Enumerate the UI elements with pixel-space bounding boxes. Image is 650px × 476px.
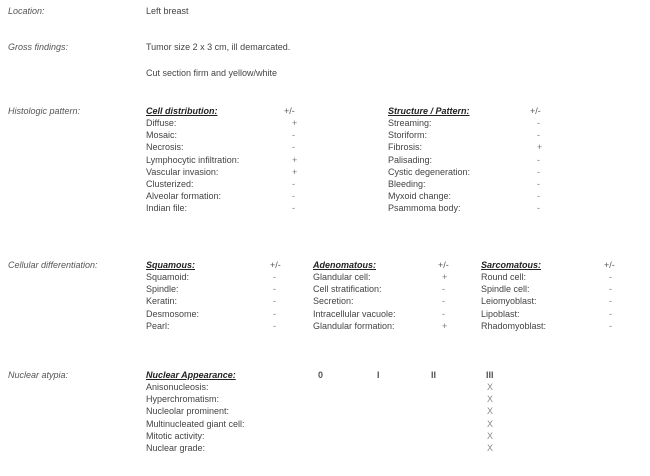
adenomatous-item-name: Intracellular vacuole: <box>313 308 396 319</box>
adenomatous-header: Adenomatous: <box>313 260 376 270</box>
nuclear-appearance-item-name: Hyperchromatism: <box>146 394 220 405</box>
sarcomatous-item-mark: - <box>609 272 612 282</box>
nuclear-appearance-item-mark: X <box>487 430 494 441</box>
structure-pattern-item-name: Myxoid change: <box>388 191 452 202</box>
nuclear-appearance-item-mark: X <box>487 394 494 405</box>
gross-findings-label: Gross findings: <box>8 42 69 52</box>
squamous-item-name: Squamoid: <box>146 272 190 282</box>
adenomatous-item-name: Secretion: <box>313 296 354 307</box>
nuclear-appearance-header: Nuclear Appearance: <box>146 370 236 380</box>
nuclear-appearance-item-name: Nuclear grade: <box>146 443 206 453</box>
squamous-item-mark: - <box>273 320 276 331</box>
adenomatous-item-mark: - <box>442 296 445 307</box>
structure-pattern-item-mark: - <box>537 179 540 189</box>
nuclear-appearance-item-name: Anisonucleosis: <box>146 382 209 392</box>
cell-distribution-item-name: Diffuse: <box>146 118 177 128</box>
sarcomatous-item-mark: - <box>609 308 612 319</box>
cell-distribution-item-mark: + <box>292 118 298 128</box>
squamous-item-mark: - <box>273 284 276 295</box>
sarcomatous-item-name: Lipoblast: <box>481 308 520 319</box>
cell-distribution-item-mark: - <box>292 130 295 141</box>
sarcomatous-pm-header: +/- <box>604 260 615 270</box>
sarcomatous-item-mark: - <box>609 320 612 331</box>
structure-pattern-item-name: Palisading: <box>388 154 433 165</box>
sarcomatous-header: Sarcomatous: <box>481 260 542 270</box>
squamous-item-mark: - <box>273 272 276 282</box>
adenomatous-item-name: Cell stratification: <box>313 284 382 295</box>
adenomatous-item-mark: + <box>442 272 448 282</box>
squamous-item-name: Pearl: <box>146 320 170 331</box>
structure-pattern-item-name: Fibrosis: <box>388 142 423 153</box>
cell-distribution-item-name: Vascular invasion: <box>146 166 219 177</box>
cell-distribution-item-mark: - <box>292 142 295 153</box>
cell-distribution-item-name: Indian file: <box>146 203 188 214</box>
structure-pattern-item-mark: - <box>537 118 540 128</box>
squamous-pm-header: +/- <box>270 260 281 270</box>
adenomatous-item-mark: + <box>442 320 448 331</box>
squamous-item-name: Desmosome: <box>146 308 200 319</box>
gross-findings-line-1: Tumor size 2 x 3 cm, ill demarcated. <box>146 42 291 52</box>
cell-distribution-item-name: Lymphocytic infiltration: <box>146 154 240 165</box>
nuclear-appearance-item-name: Multinucleated giant cell: <box>146 418 245 429</box>
structure-pattern-item-mark: - <box>537 166 540 177</box>
nuclear-appearance-item-name: Mitotic activity: <box>146 430 205 441</box>
cellular-differentiation-label: Cellular differentiation: <box>8 260 98 270</box>
adenomatous-pm-header: +/- <box>438 260 449 270</box>
sarcomatous-item-name: Spindle cell: <box>481 284 530 295</box>
sarcomatous-item-mark: - <box>609 296 612 307</box>
cell-distribution-item-mark: - <box>292 179 295 189</box>
adenomatous-item-name: Glandular cell: <box>313 272 371 282</box>
nuclear-appearance-item-mark: X <box>487 443 494 453</box>
sarcomatous-item-name: Round cell: <box>481 272 527 282</box>
structure-pattern-item-name: Bleeding: <box>388 179 426 189</box>
squamous-item-name: Spindle: <box>146 284 179 295</box>
grade-0-header: 0 <box>318 370 324 380</box>
structure-pattern-item-mark: - <box>537 130 540 141</box>
sarcomatous-item-name: Rhadomyoblast: <box>481 320 547 331</box>
sarcomatous-item-mark: - <box>609 284 612 295</box>
grade-ii-header: II <box>431 370 437 380</box>
cell-distribution-item-name: Necrosis: <box>146 142 184 153</box>
cell-distribution-item-mark: - <box>292 191 295 202</box>
adenomatous-item-name: Glandular formation: <box>313 320 395 331</box>
cell-distribution-header: Cell distribution: <box>146 106 218 116</box>
cell-distribution-item-name: Mosaic: <box>146 130 178 141</box>
cell-distribution-item-mark: - <box>292 203 295 214</box>
grade-iii-header: III <box>486 370 494 380</box>
squamous-item-name: Keratin: <box>146 296 178 307</box>
structure-pattern-item-mark: - <box>537 203 540 214</box>
structure-pattern-item-name: Psammoma body: <box>388 203 461 214</box>
nuclear-appearance-item-mark: X <box>487 418 494 429</box>
structure-pattern-item-name: Streaming: <box>388 118 432 128</box>
structure-pattern-item-name: Cystic degeneration: <box>388 166 471 177</box>
cell-distribution-pm-header: +/- <box>284 106 295 116</box>
cell-distribution-item-mark: + <box>292 166 298 177</box>
adenomatous-item-mark: - <box>442 308 445 319</box>
squamous-item-mark: - <box>273 296 276 307</box>
cell-distribution-item-name: Alveolar formation: <box>146 191 222 202</box>
histologic-pattern-label: Histologic pattern: <box>8 106 81 116</box>
gross-findings-line-2: Cut section firm and yellow/white <box>146 68 278 78</box>
nuclear-appearance-item-mark: X <box>487 382 494 392</box>
structure-pattern-header: Structure / Pattern: <box>388 106 470 116</box>
location-value: Left breast <box>146 6 189 16</box>
structure-pattern-item-mark: - <box>537 154 540 165</box>
adenomatous-item-mark: - <box>442 284 445 295</box>
structure-pattern-pm-header: +/- <box>530 106 541 116</box>
sarcomatous-item-name: Leiomyoblast: <box>481 296 537 307</box>
nuclear-appearance-item-name: Nucleolar prominent: <box>146 406 230 417</box>
structure-pattern-item-name: Storiform: <box>388 130 428 141</box>
grade-i-header: I <box>377 370 380 380</box>
location-label: Location: <box>8 6 45 16</box>
squamous-header: Squamous: <box>146 260 196 270</box>
structure-pattern-item-mark: + <box>537 142 543 153</box>
nuclear-appearance-item-mark: X <box>487 406 494 417</box>
cell-distribution-item-mark: + <box>292 154 298 165</box>
cell-distribution-item-name: Clusterized: <box>146 179 194 189</box>
squamous-item-mark: - <box>273 308 276 319</box>
nuclear-atypia-label: Nuclear atypia: <box>8 370 69 380</box>
structure-pattern-item-mark: - <box>537 191 540 202</box>
